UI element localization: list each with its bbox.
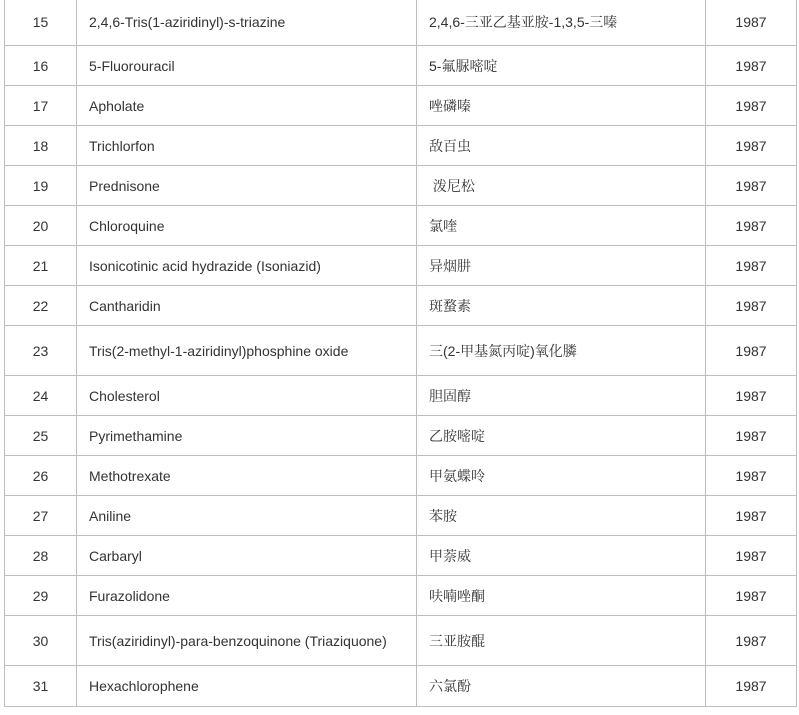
table-row bbox=[5, 666, 797, 707]
row-number: 21 bbox=[5, 246, 77, 286]
table-row bbox=[5, 0, 797, 46]
chinese-name: 六氯酚 bbox=[417, 666, 706, 707]
table-row bbox=[5, 376, 797, 416]
year: 1987 bbox=[706, 206, 797, 246]
chinese-name: 斑蝥素 bbox=[417, 286, 706, 326]
table-row bbox=[5, 246, 797, 286]
table-row bbox=[5, 326, 797, 376]
table-row bbox=[5, 46, 797, 86]
row-number: 20 bbox=[5, 206, 77, 246]
table-body bbox=[5, 0, 797, 707]
chinese-name: 甲氨蝶呤 bbox=[417, 456, 706, 496]
chinese-name: 三(2-甲基氮丙啶)氧化膦 bbox=[417, 326, 706, 376]
row-number: 17 bbox=[5, 86, 77, 126]
row-number: 15 bbox=[5, 0, 77, 46]
english-name: Methotrexate bbox=[77, 456, 417, 496]
english-name: Isonicotinic acid hydrazide (Isoniazid) bbox=[77, 246, 417, 286]
row-number: 25 bbox=[5, 416, 77, 456]
table-row bbox=[5, 496, 797, 536]
year: 1987 bbox=[706, 0, 797, 46]
carcinogen-table bbox=[4, 0, 797, 707]
english-name: Apholate bbox=[77, 86, 417, 126]
year: 1987 bbox=[706, 376, 797, 416]
chinese-name: 呋喃唑酮 bbox=[417, 576, 706, 616]
row-number: 31 bbox=[5, 666, 77, 707]
chinese-name: 苯胺 bbox=[417, 496, 706, 536]
year: 1987 bbox=[706, 286, 797, 326]
chinese-name: 乙胺嘧啶 bbox=[417, 416, 706, 456]
table-row bbox=[5, 416, 797, 456]
chinese-name: 2,4,6-三亚乙基亚胺-1,3,5-三嗪 bbox=[417, 0, 706, 46]
year: 1987 bbox=[706, 246, 797, 286]
table-row bbox=[5, 126, 797, 166]
chinese-name: 泼尼松 bbox=[417, 166, 706, 206]
table-row bbox=[5, 206, 797, 246]
row-number: 23 bbox=[5, 326, 77, 376]
table-row bbox=[5, 616, 797, 666]
year: 1987 bbox=[706, 166, 797, 206]
english-name: 5-Fluorouracil bbox=[77, 46, 417, 86]
chinese-name: 氯喹 bbox=[417, 206, 706, 246]
english-name: Aniline bbox=[77, 496, 417, 536]
english-name: Tris(aziridinyl)-para-benzoquinone (Triaziquone) bbox=[77, 616, 417, 666]
year: 1987 bbox=[706, 666, 797, 707]
chinese-name: 三亚胺醌 bbox=[417, 616, 706, 666]
row-number: 24 bbox=[5, 376, 77, 416]
chinese-name: 异烟肼 bbox=[417, 246, 706, 286]
chinese-name: 5-氟脲嘧啶 bbox=[417, 46, 706, 86]
english-name: Cholesterol bbox=[77, 376, 417, 416]
year: 1987 bbox=[706, 126, 797, 166]
year: 1987 bbox=[706, 86, 797, 126]
row-number: 27 bbox=[5, 496, 77, 536]
row-number: 18 bbox=[5, 126, 77, 166]
table-row bbox=[5, 86, 797, 126]
year: 1987 bbox=[706, 46, 797, 86]
row-number: 30 bbox=[5, 616, 77, 666]
english-name: Hexachlorophene bbox=[77, 666, 417, 707]
english-name: Pyrimethamine bbox=[77, 416, 417, 456]
row-number: 29 bbox=[5, 576, 77, 616]
english-name: Tris(2-methyl-1-aziridinyl)phosphine oxide bbox=[77, 326, 417, 376]
english-name: Furazolidone bbox=[77, 576, 417, 616]
chinese-name: 敌百虫 bbox=[417, 126, 706, 166]
year: 1987 bbox=[706, 326, 797, 376]
row-number: 28 bbox=[5, 536, 77, 576]
table-row bbox=[5, 286, 797, 326]
row-number: 16 bbox=[5, 46, 77, 86]
row-number: 22 bbox=[5, 286, 77, 326]
english-name: Cantharidin bbox=[77, 286, 417, 326]
chinese-name: 胆固醇 bbox=[417, 376, 706, 416]
chinese-name: 唑磷嗪 bbox=[417, 86, 706, 126]
year: 1987 bbox=[706, 536, 797, 576]
year: 1987 bbox=[706, 616, 797, 666]
table-row bbox=[5, 536, 797, 576]
chinese-name: 甲萘威 bbox=[417, 536, 706, 576]
row-number: 26 bbox=[5, 456, 77, 496]
english-name: Chloroquine bbox=[77, 206, 417, 246]
year: 1987 bbox=[706, 456, 797, 496]
english-name: Trichlorfon bbox=[77, 126, 417, 166]
english-name: 2,4,6-Tris(1-aziridinyl)-s-triazine bbox=[77, 0, 417, 46]
year: 1987 bbox=[706, 496, 797, 536]
english-name: Prednisone bbox=[77, 166, 417, 206]
year: 1987 bbox=[706, 416, 797, 456]
year: 1987 bbox=[706, 576, 797, 616]
row-number: 19 bbox=[5, 166, 77, 206]
table-row bbox=[5, 576, 797, 616]
table-row bbox=[5, 456, 797, 496]
table-row bbox=[5, 166, 797, 206]
english-name: Carbaryl bbox=[77, 536, 417, 576]
